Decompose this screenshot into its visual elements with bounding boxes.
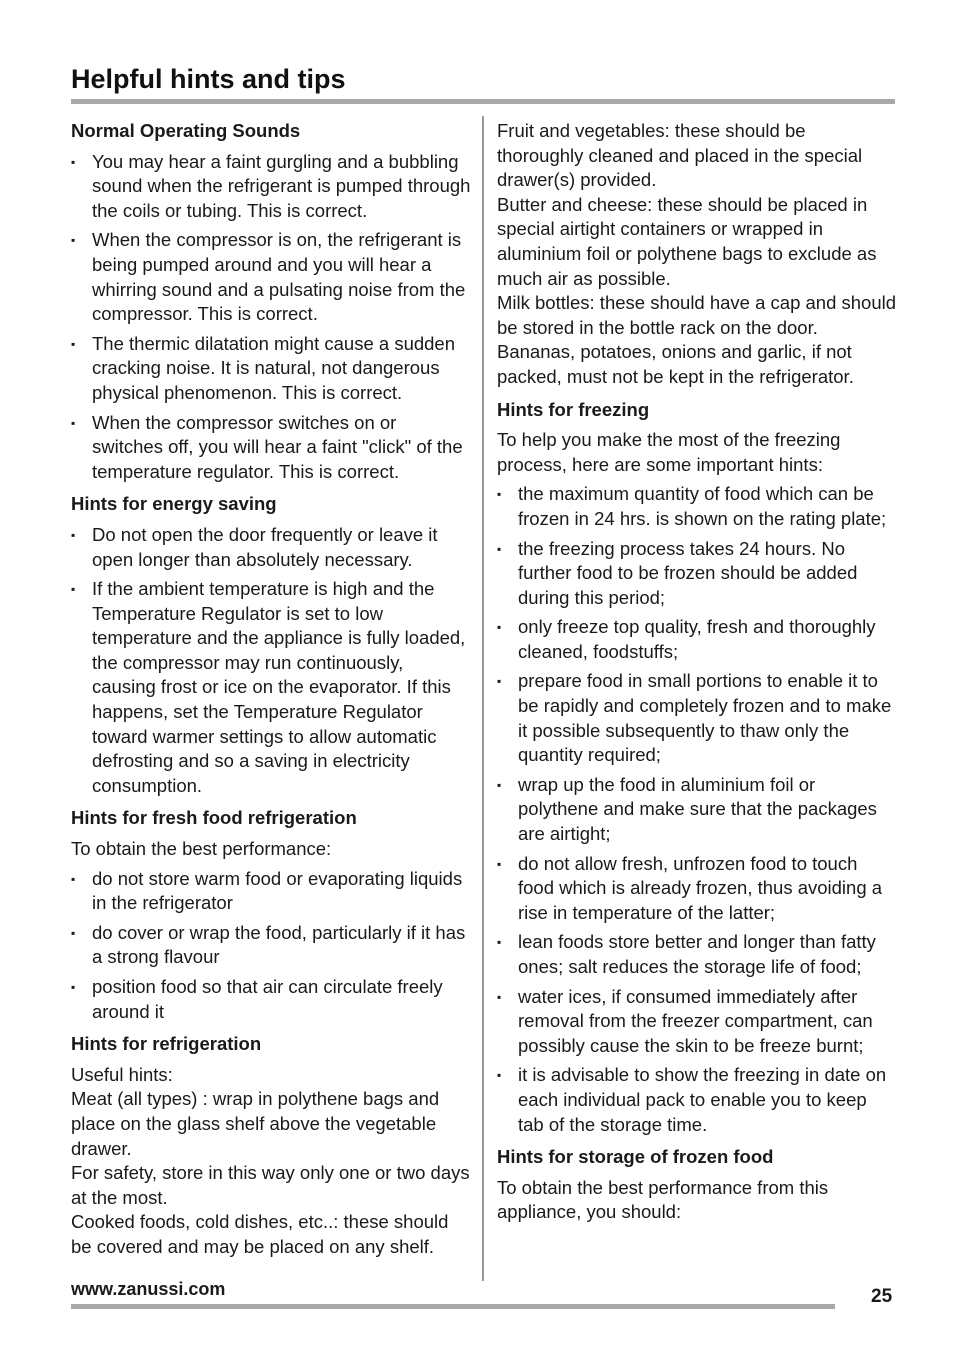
paragraph: Useful hints: (71, 1063, 173, 1085)
bullet-list (71, 867, 471, 1025)
list-item: ▪ the maximum quantity of food which can be frozen in 24 hrs. is shown on the rating plate; (497, 482, 897, 531)
section-freezing (497, 398, 897, 1138)
column-divider (482, 116, 484, 1281)
list-item: ▪ wrap up the food in aluminium foil or polythene and make sure that the packages are airtight; (497, 773, 897, 847)
left-column (71, 119, 471, 1268)
section-heading: Hints for energy saving (71, 493, 277, 515)
section-refrigeration (71, 1032, 471, 1259)
section-intro: To obtain the best performance: (71, 838, 332, 860)
section-heading: Hints for fresh food refrigeration (71, 807, 357, 829)
paragraph: Fruit and vegetables: these should be thoroughly cleaned and placed in the special drawer(s) provided. (497, 120, 863, 191)
section-heading: Hints for storage of frozen food (497, 1146, 774, 1168)
list-item: ▪ position food so that air can circulate freely around it (71, 975, 471, 1024)
section-normal-operating-sounds (71, 119, 471, 484)
list-item: ▪ When the compressor switches on or switches off, you will hear a faint "click" of the temperature regulator. This is correct. (71, 411, 471, 485)
right-column (497, 119, 897, 1233)
section-heading: Hints for refrigeration (71, 1033, 262, 1055)
page-number: 25 (871, 1286, 893, 1307)
list-item: ▪ do not allow fresh, unfrozen food to touch food which is already frozen, thus avoiding a rise in temperature of the latter; (497, 852, 897, 926)
list-item: ▪ You may hear a faint gurgling and a bubbling sound when the refrigerant is pumped through the coils or tubing. This is correct. (71, 150, 471, 224)
paragraph: Meat (all types) : wrap in polythene bags and place on the glass shelf above the vegetable drawer. (71, 1088, 440, 1159)
bullet-list (497, 482, 897, 1137)
list-item: ▪ prepare food in small portions to enable it to be rapidly and completely frozen and to make it possible subsequently to thaw only the quantity required; (497, 669, 897, 767)
list-item: ▪ the freezing process takes 24 hours. No further food to be frozen should be added during this period; (497, 537, 897, 611)
list-item: ▪ do cover or wrap the food, particularly if it has a strong flavour (71, 921, 471, 970)
section-intro: To help you make the most of the freezing process, here are some important hints: (497, 429, 841, 475)
title-rule (71, 99, 895, 104)
list-item: ▪ only freeze top quality, fresh and thoroughly cleaned, foodstuffs; (497, 615, 897, 664)
list-item: ▪ When the compressor is on, the refrigerant is being pumped around and you will hear a whirring sound and a pulsating noise from the compressor. This is correct. (71, 228, 471, 326)
list-item: ▪ it is advisable to show the freezing in date on each individual pack to enable you to keep tab of the storage time. (497, 1063, 897, 1137)
section-intro: To obtain the best performance from this appliance, you should: (497, 1176, 829, 1223)
bullet-list (71, 150, 471, 485)
section-fresh-food-refrigeration (71, 806, 471, 1024)
list-item: ▪ do not store warm food or evaporating liquids in the refrigerator (71, 867, 471, 916)
footer-rule (71, 1304, 835, 1309)
list-item: ▪ water ices, if consumed immediately after removal from the freezer compartment, can possibly cause the skin to be freeze burnt; (497, 985, 897, 1059)
section-storage-frozen-food (497, 1145, 897, 1225)
list-item: ▪ The thermic dilatation might cause a sudden cracking noise. It is natural, not dangerous physical phenomenon. This is correct. (71, 332, 471, 406)
paragraph: Cooked foods, cold dishes, etc..: these should be covered and may be placed on any shelf. (71, 1211, 449, 1257)
list-item: ▪ lean foods store better and longer than fatty ones; salt reduces the storage life of food; (497, 930, 897, 979)
paragraph: Milk bottles: these should have a cap and should be stored in the bottle rack on the door. (497, 292, 897, 338)
page-title: Helpful hints and tips (71, 64, 346, 94)
section-refrigeration-continued (497, 119, 897, 390)
section-heading: Hints for freezing (497, 398, 650, 420)
list-item: ▪ Do not open the door frequently or leave it open longer than absolutely necessary. (71, 523, 471, 572)
section-energy-saving (71, 492, 471, 798)
bullet-list (71, 523, 471, 799)
footer-website: www.zanussi.com (71, 1279, 226, 1299)
paragraph: For safety, store in this way only one or two days at the most. (71, 1162, 470, 1208)
paragraph: Butter and cheese: these should be placed in special airtight containers or wrapped in aluminium foil or polythene bags to exclude as much air as possible. (497, 193, 877, 289)
paragraph: Bananas, potatoes, onions and garlic, if not packed, must not be kept in the refrigerator. (497, 341, 854, 387)
section-heading: Normal Operating Sounds (71, 120, 301, 141)
list-item: ▪ If the ambient temperature is high and the Temperature Regulator is set to low temperature and the appliance is fully loaded, the compressor may run continuously, causing frost or ice on the evaporator. If this happens, set the Temperature Regulator toward warmer settings to allow automatic defrosting and so a saving in electricity consumption. (71, 577, 471, 798)
